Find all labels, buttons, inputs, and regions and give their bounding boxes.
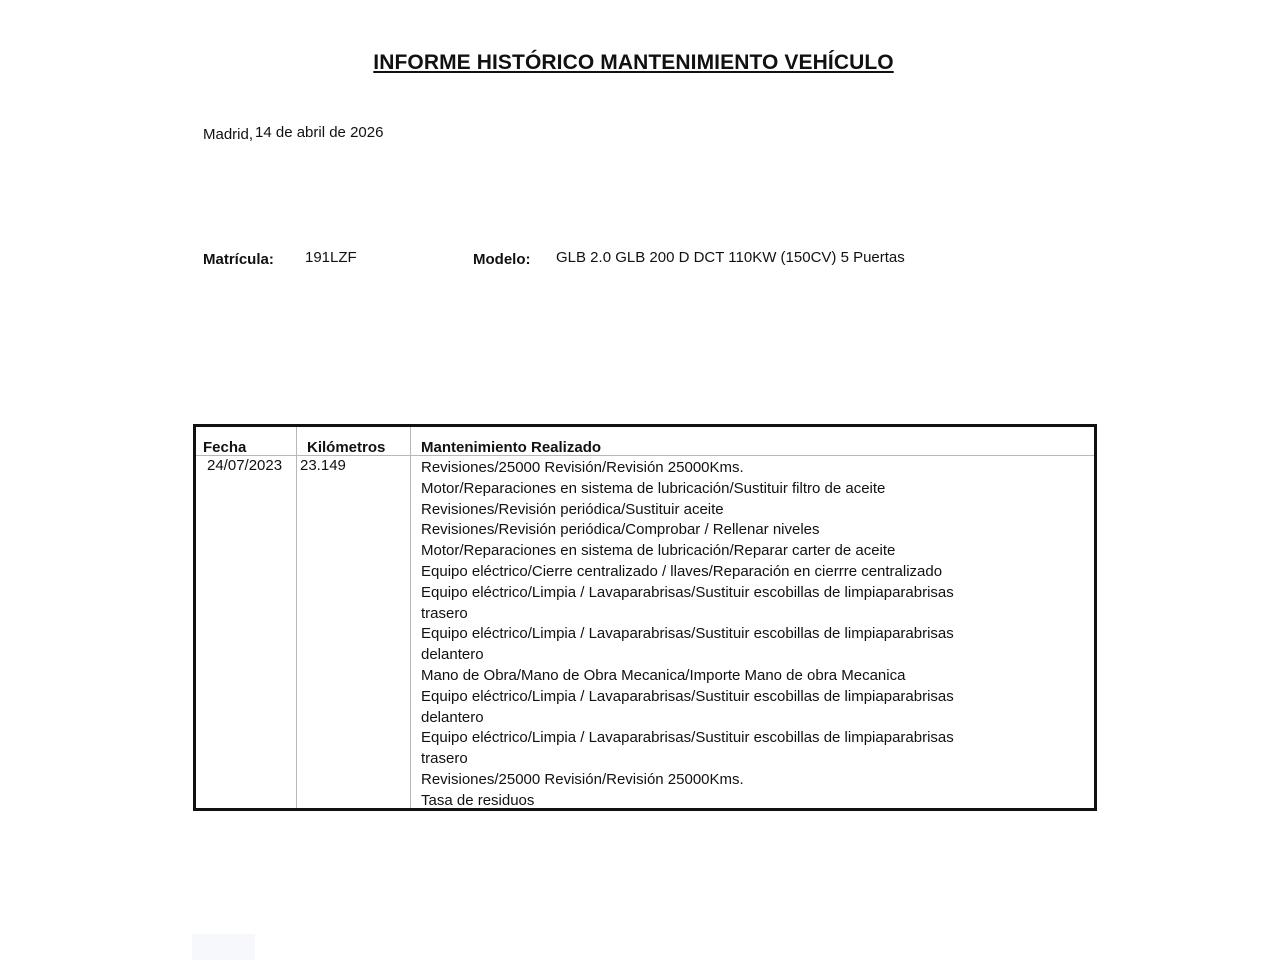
maintenance-item: Equipo eléctrico/Cierre centralizado / llaves/Reparación en cierrre centralizado [421,562,943,580]
header-date: Fecha [203,439,247,456]
maintenance-item: Revisiones/Revisión periódica/Sustituir aceite [421,500,724,518]
column-divider [410,427,411,808]
maintenance-item: Revisiones/25000 Revisión/Revisión 25000Kms. [421,459,744,476]
maintenance-item: Equipo eléctrico/Limpia / Lavaparabrisas/Sustituir escobillas de limpiaparabrisas delantero [421,625,954,664]
maintenance-item: Tasa de residuos [421,791,535,809]
row-km: 23.149 [300,457,346,474]
maintenance-item: Equipo eléctrico/Limpia / Lavaparabrisas/Sustituir escobillas de limpiaparabrisas delantero [421,687,954,726]
maintenance-item: Equipo eléctrico/Limpia / Lavaparabrisas/Sustituir escobillas de limpiaparabrisas trasero [421,583,954,622]
maintenance-item: Equipo eléctrico/Limpia / Lavaparabrisas/Sustituir escobillas de limpiaparabrisas trasero [421,729,954,768]
row-date: 24/07/2023 [207,457,283,474]
model-label: Modelo: [473,251,531,268]
maintenance-item: Motor/Reparaciones en sistema de lubricación/Sustituir filtro de aceite [421,479,886,497]
plate-value: 191LZF [305,249,357,266]
report-place: Madrid, [203,126,254,143]
maintenance-items [421,458,981,812]
model-value: GLB 2.0 GLB 200 D DCT 110KW (150CV) 5 Puertas [556,249,905,266]
maintenance-item: Motor/Reparaciones en sistema de lubricación/Reparar carter de aceite [421,542,896,560]
page-footer-mark [192,934,255,960]
maintenance-item: Revisiones/25000 Revisión/Revisión 25000Kms. [421,770,744,788]
maintenance-item: Revisiones/Revisión periódica/Comprobar / Rellenar niveles [421,521,820,539]
report-title: INFORME HISTÓRICO MANTENIMIENTO VEHÍCULO [373,51,894,74]
plate-label: Matrícula: [203,251,274,268]
maintenance-item: Mano de Obra/Mano de Obra Mecanica/Importe Mano de obra Mecanica [421,666,906,684]
header-km: Kilómetros [307,439,386,456]
column-divider [296,427,297,808]
report-date: 14 de abril de 2026 [255,124,384,141]
maintenance-table [193,424,1097,811]
header-maintenance: Mantenimiento Realizado [421,439,602,456]
